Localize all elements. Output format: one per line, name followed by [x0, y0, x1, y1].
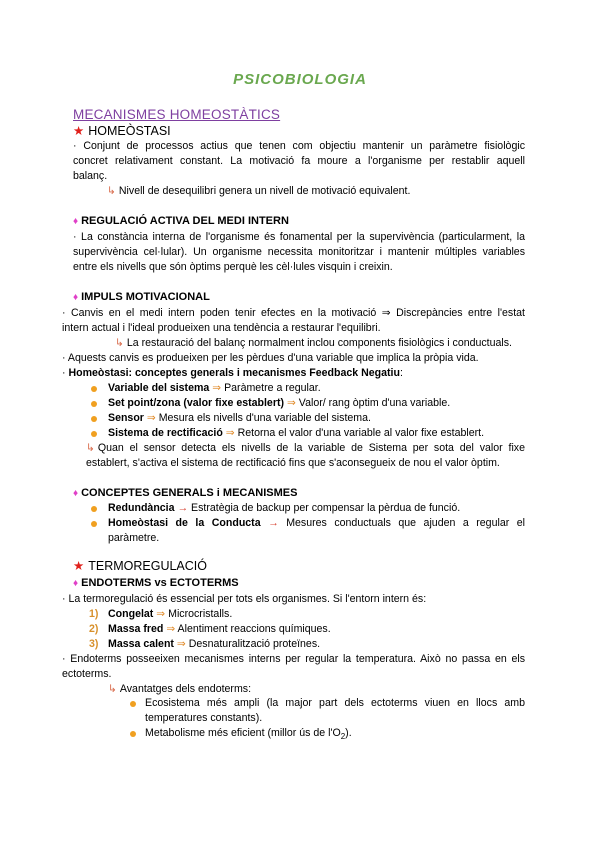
list-item: Sistema de rectificació ⇒ Retorna el valor d'una variable al valor fixe establert.	[108, 427, 485, 439]
heading-homeostasi: ★ HOMEÒSTASI	[73, 124, 171, 138]
paragraph-line: balanç.	[73, 170, 108, 182]
diamond-icon: ♦	[73, 578, 79, 589]
list-number: 1)	[89, 608, 99, 620]
heading-endoterms: ♦ ENDOTERMS vs ECTOTERMS	[73, 577, 239, 589]
list-number: 2)	[89, 623, 99, 635]
return-arrow-icon: ↳	[86, 442, 95, 454]
paragraph-line: · Conjunt de processos actius que tenen com objectiu mantenir un paràmetre fisiològic	[73, 140, 525, 152]
diamond-icon: ♦	[73, 488, 79, 499]
paragraph-line: establert, s'activa el sistema de rectificació fins que s'aconsegueix de nou el valor òptim.	[86, 457, 500, 469]
list-item: Homeòstasi de la Conducta → Mesures conductuals que ajuden a regular el	[108, 517, 525, 529]
diamond-icon: ♦	[73, 292, 79, 303]
paragraph-line: paràmetre.	[108, 532, 160, 544]
list-item: Ecosistema més ampli (la major part dels ectoterms viuen en llocs amb	[145, 697, 525, 709]
sub-point: ↳ La restauració del balanç normalment inclou components fisiològics i conductuals.	[115, 337, 513, 349]
sub-point: ↳ Avantatges dels endoterms:	[108, 683, 252, 695]
paragraph-line: · La constància interna de l'organisme és fonamental per la supervivència (particularment, la	[73, 231, 525, 243]
heading-termoregulacio: ★ TERMOREGULACIÓ	[73, 559, 207, 573]
section-title: MECANISMES HOMEOSTÀTICS	[73, 107, 281, 122]
paragraph-line: · Canvis en el medi intern poden tenir efectes en la motivació ⇒ Discrepàncies entre l'estat	[62, 307, 525, 319]
list-number: 3)	[89, 638, 99, 650]
paragraph-line: · La termoregulació és essencial per tots els organismes. Si l'entorn intern és:	[62, 593, 427, 605]
list-item: Variable del sistema ⇒ Paràmetre a regular.	[108, 382, 321, 394]
star-icon: ★	[73, 559, 85, 573]
paragraph-line: · Endoterms posseeixen mecanismes interns per regular la temperatura. Això no passa en els	[62, 653, 525, 665]
paragraph-line: · Aquests canvis es produeixen per les pèrdues d'una variable que implica la pròpia vida.	[62, 352, 479, 364]
document-title: PSICOBIOLOGIA	[233, 71, 367, 88]
paragraph-line: temperatures constants).	[145, 712, 263, 724]
list-item: Massa fred ⇒ Alentiment reaccions químiques.	[108, 623, 331, 635]
paragraph-line: ectoterms.	[62, 668, 112, 680]
return-arrow-icon: ↳	[108, 683, 117, 695]
paragraph-line: entre els nivells que són òptims perquè les cèl·lules visquin i creixin.	[73, 261, 393, 273]
list-item: Massa calent ⇒ Desnaturalització proteïnes.	[108, 638, 321, 650]
bullet-dot-icon	[130, 731, 136, 737]
list-item: Congelat ⇒ Microcristalls.	[108, 608, 233, 620]
bullet-dot-icon	[91, 431, 97, 437]
bullet-dot-icon	[91, 386, 97, 392]
bullet-dot-icon	[130, 701, 136, 707]
sub-point: ↳ Quan el sensor detecta els nivells de la variable de Sistema per sota del valor fixe	[86, 442, 525, 454]
return-arrow-icon: ↳	[107, 185, 116, 197]
bullet-dot-icon	[91, 401, 97, 407]
star-icon: ★	[73, 124, 85, 138]
bullet-dot-icon	[91, 506, 97, 512]
bullet-dot-icon	[91, 521, 97, 527]
list-item: Redundància → Estratègia de backup per compensar la pèrdua de funció.	[108, 502, 461, 514]
paragraph-line: concret relativament constant. La motivació fa moure a l'organisme per restablir aquell	[73, 155, 525, 167]
list-item: Sensor ⇒ Mesura els nivells d'una variable del sistema.	[108, 412, 371, 424]
diamond-icon: ♦	[73, 216, 79, 227]
list-item: Set point/zona (valor fixe establert) ⇒ Valor/ rang òptim d'una variable.	[108, 397, 451, 409]
heading-impuls: ♦ IMPULS MOTIVACIONAL	[73, 291, 210, 303]
paragraph-line: · Homeòstasi: conceptes generals i mecanismes Feedback Negatiu:	[62, 367, 403, 379]
heading-conceptes: ♦ CONCEPTES GENERALS i MECANISMES	[73, 487, 298, 499]
heading-regulacio: ♦ REGULACIÓ ACTIVA DEL MEDI INTERN	[73, 215, 289, 227]
bullet-dot-icon	[91, 416, 97, 422]
paragraph-line: intern actual i l'ideal produeixen una tendència a restaurar l'equilibri.	[62, 322, 381, 334]
sub-point: ↳ Nivell de desequilibri genera un nivell de motivació equivalent.	[107, 185, 411, 197]
paragraph-line: supervivència cel·lular). Un organisme necessita monitoritzar i mantenir múltiples variables	[73, 246, 525, 258]
return-arrow-icon: ↳	[115, 337, 124, 349]
list-item: Metabolisme més eficient (millor ús de $l'O_2$).	[145, 727, 352, 742]
